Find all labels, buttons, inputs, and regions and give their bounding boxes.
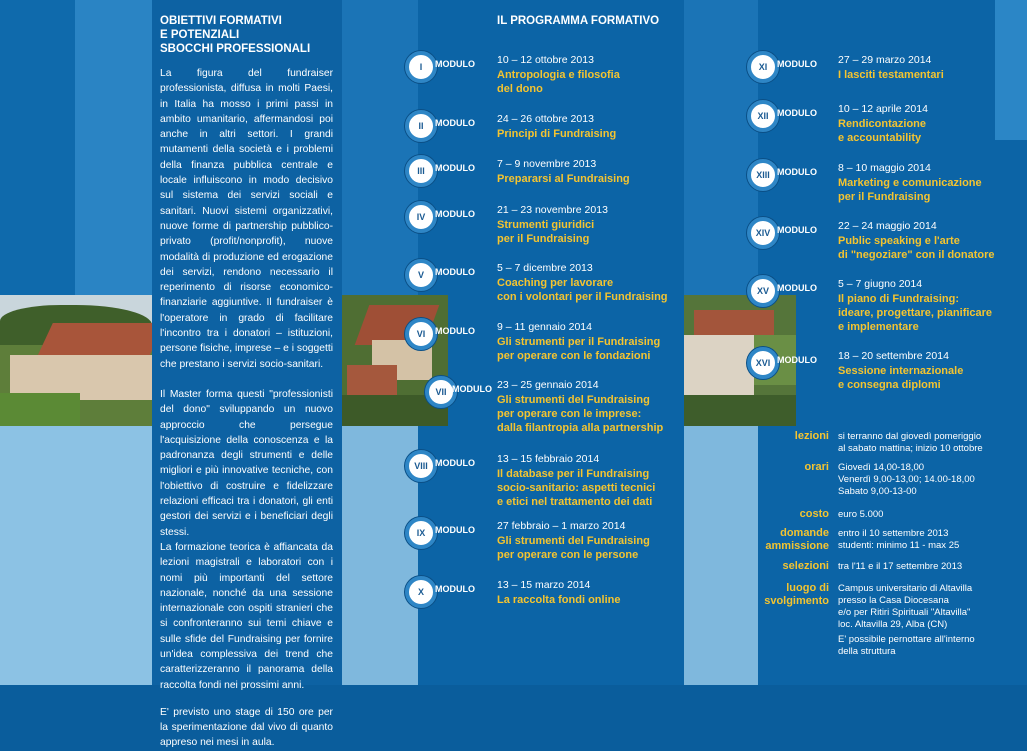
info-label [805, 461, 829, 474]
info-value-line: studenti: minimo 11 - max 25 [838, 540, 960, 551]
module-date: 22 – 24 maggio 2014 [838, 220, 937, 232]
module-number-badge: III [405, 155, 437, 187]
info-value-line: euro 5.000 [838, 509, 884, 520]
module-label: MODULO [435, 209, 475, 219]
module-title-line: per il Fundraising [838, 191, 931, 203]
info-value-line: presso la Casa Diocesana [838, 595, 949, 606]
module-number-badge: V [405, 259, 437, 291]
info-value-line: tra l'11 e il 17 settembre 2013 [838, 561, 963, 572]
paragraph: La figura del fundraiser professionista, diffusa in molti Paesi, in Italia ha mosso i primi passi in ambito umanitario, affermandosi poi anche in altri settori. I grandi mutamenti della società e i problemi della finanza pubblica centrale e locale influiscono in modo decisivo sul sistema dei servizi sociali e sanitari. Nuovi sistemi organizzativi, nuove forme di partnership pubblico-privato (profit/nonprofit), nuove modalità di produzione ed erogazione dei servizi, rendono necessario il reperimento di risorse economico-finanziarie aggiuntive. Il fundraiser è l'operatore in grado di facilitare l'incontro tra i donatori – istituzioni, persone fisiche, imprese – e i soggetti che prestano i servizi socio-sanitari. [160, 68, 333, 370]
info-value-line: loc. Altavilla 29, Alba (CN) [838, 619, 948, 630]
paragraph: Il Master forma questi "professionisti del dono" sviluppando un nuovo approccio che persegue l'acquisizione della conoscenza e la padronanza degli strumenti e delle migliori e più innovative tecniche, con l'obiettivo di costruire e fidelizzare relazioni efficaci tra i donatori, gli enti gestori dei servizi e i beneficiari degli stessi. [160, 388, 333, 538]
module-title-line: Antropologia e filosofia [497, 69, 620, 81]
info-value-line: E' possibile pernottare all'interno [838, 634, 975, 645]
module-number-badge: X [405, 576, 437, 608]
heading-line: E POTENZIALI [160, 29, 240, 41]
module-label: MODULO [452, 384, 492, 394]
module-number-badge: IV [405, 201, 437, 233]
info-value-line: Sabato 9,00-13-00 [838, 486, 917, 497]
module-date: 13 – 15 febbraio 2014 [497, 453, 600, 465]
module-date: 10 – 12 aprile 2014 [838, 103, 928, 115]
module-title-line: I lasciti testamentari [838, 69, 944, 81]
module-label: MODULO [435, 118, 475, 128]
info-value-line: si terranno dal giovedì pomeriggio [838, 431, 982, 442]
module-title-line: con i volontari per il Fundraising [497, 291, 668, 303]
module-title-line: Il piano di Fundraising: [838, 293, 959, 305]
module-number-badge: XIII [747, 159, 779, 191]
module-title-line: Il database per il Fundraising [497, 468, 650, 480]
module-label: MODULO [777, 355, 817, 365]
info-value [838, 462, 975, 498]
module-title-line: del dono [497, 83, 543, 95]
module-title-line: Public speaking e l'arte [838, 235, 960, 247]
module-title-line: Principi di Fundraising [497, 128, 617, 140]
module-title-line: e consegna diplomi [838, 379, 941, 391]
module-title-line: per operare con le imprese: [497, 408, 642, 420]
info-value-line: al sabato mattina; inizio 10 ottobre [838, 443, 983, 454]
module-title-line: e implementare [838, 321, 919, 333]
info-label [764, 582, 829, 608]
info-value-line: Venerdì 9,00-13,00; 14.00-18,00 [838, 474, 975, 485]
module-title-line: La raccolta fondi online [497, 594, 621, 606]
module-title-line: dalla filantropia alla partnership [497, 422, 664, 434]
module-date: 23 – 25 gennaio 2014 [497, 379, 599, 391]
module-number-badge: VIII [405, 450, 437, 482]
paragraph: La formazione teorica è affiancata da lezioni magistrali e laboratori con i nomi più importanti del settore nazionale, nonché da una sessione internazionale con ospiti stranieri che si confronteranno sui temi chiave e sulle sfide del Fundraising per fornire un'idea complessiva dei trend che caratterizzeranno il panorama della raccolta fondi nei prossimi anni. [160, 541, 333, 691]
module-label: MODULO [777, 283, 817, 293]
module-title-line: Prepararsi al Fundraising [497, 173, 630, 185]
info-value [838, 561, 962, 573]
module-date: 27 – 29 marzo 2014 [838, 54, 932, 66]
module-label: MODULO [777, 59, 817, 69]
module-label: MODULO [435, 525, 475, 535]
info-label-line: costo [799, 508, 829, 520]
info-value [838, 431, 983, 455]
info-value-line: Giovedì 14,00-18,00 [838, 462, 925, 473]
module-number-badge: XI [747, 51, 779, 83]
module-label: MODULO [435, 584, 475, 594]
module-title-line: Strumenti giuridici [497, 219, 595, 231]
info-value-line: della struttura [838, 646, 896, 657]
module-label: MODULO [777, 108, 817, 118]
module-number-badge: XVI [747, 347, 779, 379]
module-date: 24 – 26 ottobre 2013 [497, 113, 594, 125]
module-title-line: e etici nel trattamento dei dati [497, 496, 653, 508]
module-title-line: Gli strumenti del Fundraising [497, 535, 650, 547]
module-date: 5 – 7 dicembre 2013 [497, 262, 593, 274]
paragraph: E' previsto uno stage di 150 ore per la sperimentazione dal vivo di quanto appreso nei mesi in aula. [160, 706, 333, 749]
info-label-line: luogo di [786, 582, 829, 594]
info-label-line: lezioni [794, 430, 829, 442]
info-value [838, 528, 959, 552]
module-number-badge: IX [405, 517, 437, 549]
module-date: 10 – 12 ottobre 2013 [497, 54, 594, 66]
heading-line: SBOCCHI PROFESSIONALI [160, 43, 311, 55]
info-label-line: orari [804, 461, 829, 473]
module-title-line: ideare, progettare, pianificare [838, 307, 993, 319]
module-number-badge: XII [747, 100, 779, 132]
info-value-line: e/o per Ritiri Spirituali "Altavilla" [838, 607, 971, 618]
info-label [783, 560, 829, 573]
module-date: 18 – 20 settembre 2014 [838, 350, 949, 362]
module-title-line: e accountability [838, 132, 922, 144]
module-label: MODULO [435, 163, 475, 173]
module-label: MODULO [435, 326, 475, 336]
module-title-line: Coaching per lavorare [497, 277, 614, 289]
module-number-badge: I [405, 51, 437, 83]
module-date: 9 – 11 gennaio 2014 [497, 321, 592, 333]
module-number-badge: II [405, 110, 437, 142]
programme-heading: IL PROGRAMMA FORMATIVO [497, 15, 660, 27]
module-title-line: Marketing e comunicazione [838, 177, 982, 189]
module-label: MODULO [777, 225, 817, 235]
info-label-line: selezioni [782, 560, 829, 572]
module-number-badge: VI [405, 318, 437, 350]
info-label [795, 430, 829, 443]
info-value-line: Campus universitario di Altavilla [838, 583, 973, 594]
info-value [838, 583, 975, 658]
module-label: MODULO [435, 59, 475, 69]
info-value [838, 509, 883, 521]
module-number-badge: XIV [747, 217, 779, 249]
module-title-line: per operare con le persone [497, 549, 639, 561]
module-number-badge: XV [747, 275, 779, 307]
module-label: MODULO [777, 167, 817, 177]
module-date: 7 – 9 novembre 2013 [497, 158, 597, 170]
module-label: MODULO [435, 267, 475, 277]
module-title-line: di "negoziare" con il donatore [838, 249, 995, 261]
info-label-line: svolgimento [764, 595, 829, 607]
module-title-line: Sessione internazionale [838, 365, 964, 377]
info-label [765, 527, 829, 553]
info-value-line: entro il 10 settembre 2013 [838, 528, 949, 539]
info-label-line: ammissione [765, 540, 829, 552]
module-date: 5 – 7 giugno 2014 [838, 278, 923, 290]
module-date: 8 – 10 maggio 2014 [838, 162, 931, 174]
module-title-line: per il Fundraising [497, 233, 590, 245]
module-date: 13 – 15 marzo 2014 [497, 579, 591, 591]
info-label-line: domande [780, 527, 829, 539]
module-title-line: per operare con le fondazioni [497, 350, 651, 362]
module-title-line: socio-sanitario: aspetti tecnici [497, 482, 656, 494]
heading-line: OBIETTIVI FORMATIVI [160, 15, 282, 27]
module-date: 27 febbraio – 1 marzo 2014 [497, 520, 626, 532]
module-title-line: Gli strumenti del Fundraising [497, 394, 650, 406]
info-label [800, 508, 829, 521]
module-label: MODULO [435, 458, 475, 468]
module-number-badge: VII [425, 376, 457, 408]
module-title-line: Rendicontazione [838, 118, 927, 130]
module-date: 21 – 23 novembre 2013 [497, 204, 608, 216]
module-title-line: Gli strumenti per il Fundraising [497, 336, 661, 348]
